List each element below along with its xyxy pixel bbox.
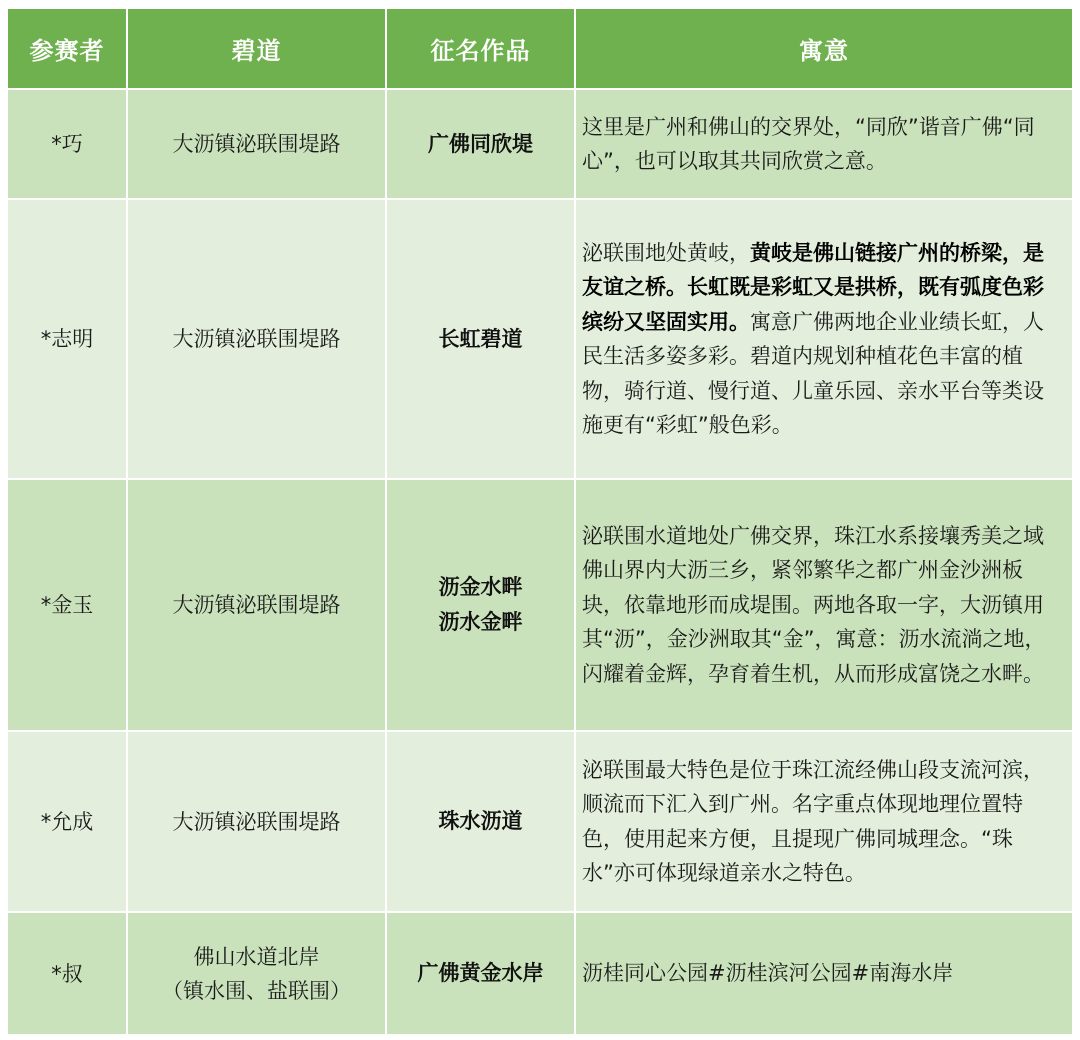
entry-name-line: 珠水沥道	[438, 809, 523, 833]
entry-name-cell	[386, 479, 575, 731]
meaning-text-continued: 寓意广佛两地企业业绩长虹，人民生活多姿多彩。碧道内规划种植花色丰富的植物，骑行道、慢行道、儿童乐园、亲水平台等类设施更有“彩虹”般色彩。	[582, 309, 1044, 437]
table-header-row	[7, 8, 1073, 89]
participant-cell: *志明	[7, 199, 127, 479]
entry-name-line: 沥水金畔	[438, 610, 523, 634]
greenway-cell	[127, 89, 386, 199]
naming-table	[6, 7, 1074, 1036]
greenway-cell	[127, 731, 386, 912]
entry-name-cell	[386, 731, 575, 912]
entry-name-line: 广佛黄金水岸	[417, 961, 544, 985]
greenway-line: 大沥镇泌联围堤路	[172, 327, 341, 351]
greenway-cell	[127, 199, 386, 479]
greenway-cell	[127, 912, 386, 1035]
header-participant: 参赛者	[7, 8, 127, 89]
greenway-cell	[127, 479, 386, 731]
meaning-cell	[575, 199, 1073, 479]
meaning-text: 泌联围地处黄岐，	[582, 240, 750, 265]
meaning-text: 泌联围最大特色是位于珠江流经佛山段支流河滨，顺流而下汇入到广州。名字重点体现地理位置特色，使用起来方便，且提现广佛同城理念。“珠水”亦可体现绿道亲水之特色。	[582, 757, 1044, 885]
greenway-line: 大沥镇泌联围堤路	[172, 593, 341, 617]
table-row	[7, 199, 1073, 479]
entry-name-cell	[386, 199, 575, 479]
meaning-cell	[575, 912, 1073, 1035]
meaning-cell	[575, 479, 1073, 731]
entry-name-line: 广佛同欣堤	[428, 131, 533, 156]
table-row	[7, 479, 1073, 731]
meaning-text: 泌联围水道地处广佛交界，珠江水系接壤秀美之域佛山界内大沥三乡，紧邻繁华之都广州金沙洲板块，依靠地形而成堤围。两地各取一字，大沥镇用其“沥”，金沙洲取其“金”，寓意：沥水流淌之地，闪耀着金辉，孕育着生机，从而形成富饶之水畔。	[582, 523, 1046, 686]
entry-name-line: 沥金水畔	[438, 575, 523, 599]
greenway-line: 佛山水道北岸	[193, 944, 320, 969]
header-greenway: 碧道	[127, 8, 386, 89]
participant-cell: *允成	[7, 731, 127, 912]
greenway-line: 大沥镇泌联围堤路	[172, 809, 341, 834]
table-row	[7, 912, 1073, 1035]
header-entry-name: 征名作品	[386, 8, 575, 89]
entry-name-cell	[386, 912, 575, 1035]
meaning-text: 沥桂同心公园#沥桂滨河公园#南海水岸	[582, 961, 954, 986]
entry-name-line: 长虹碧道	[438, 326, 523, 351]
participant-cell: *叔	[7, 912, 127, 1035]
meaning-cell	[575, 731, 1073, 912]
greenway-line: （镇水围、盐联围）	[162, 978, 351, 1003]
entry-name-cell	[386, 89, 575, 199]
meaning-bold-text: 黄岐是佛山链接广州的桥梁，是友谊之桥。长虹既是彩虹又是拱桥，既有弧度色彩缤纷又坚固实用。	[582, 240, 1044, 334]
table-row	[7, 731, 1073, 912]
participant-cell: *巧	[7, 89, 127, 199]
meaning-text: 这里是广州和佛山的交界处，“同欣”谐音广佛“同心”，也可以取其共同欣赏之意。	[582, 114, 1035, 173]
meaning-cell	[575, 89, 1073, 199]
header-meaning: 寓意	[575, 8, 1073, 89]
participant-cell: *金玉	[7, 479, 127, 731]
greenway-line: 大沥镇泌联围堤路	[172, 132, 341, 156]
table-row	[7, 89, 1073, 199]
naming-table-container	[6, 7, 1072, 1036]
